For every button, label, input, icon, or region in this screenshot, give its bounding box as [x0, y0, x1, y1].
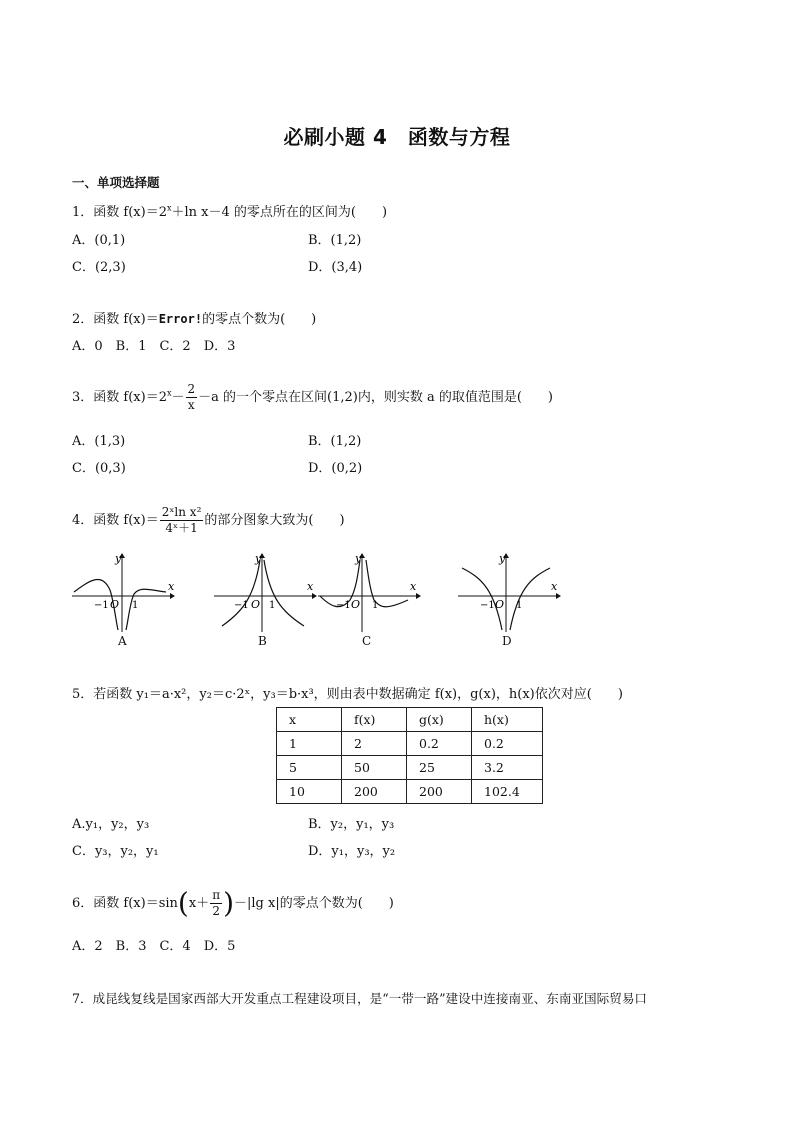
graph-a-origin: O [110, 598, 120, 611]
graph-c-label: C [362, 634, 372, 648]
q3-option-a: A．(1,3) [72, 434, 126, 449]
q6-stem-suffix: －|lg x|的零点个数为( ) [234, 896, 394, 911]
q4-fraction [160, 505, 204, 536]
table-cell: 10 [277, 780, 342, 804]
q5-option-b: B．y₂，y₁，y₃ [308, 817, 395, 832]
q6-frac-den: 2 [212, 904, 220, 918]
table-cell: 200 [342, 780, 407, 804]
q1-option-b: B．(1,2) [308, 233, 362, 248]
table-cell: 200 [407, 780, 472, 804]
table-header-cell: h(x) [472, 708, 543, 732]
table-header-cell: g(x) [407, 708, 472, 732]
q6-fraction [210, 888, 222, 919]
q6-frac-num: π [212, 888, 221, 902]
q5-data-table [276, 707, 543, 804]
q3-frac-den: x [187, 398, 195, 412]
graph-d-label: D [502, 634, 512, 648]
graph-d-tick-neg: −1 [480, 600, 495, 611]
q3-stem-prefix: 3．函数 f(x)＝2 [72, 390, 167, 405]
table-cell: 3.2 [472, 756, 543, 780]
graph-c-y-label: y [355, 552, 362, 565]
graph-a-tick-pos: 1 [132, 600, 139, 611]
table-cell: 0.2 [407, 732, 472, 756]
graph-a-x-label: x [168, 580, 175, 593]
q1-option-d: D．(3,4) [308, 260, 363, 275]
graph-b-label: B [258, 634, 267, 648]
graph-c-tick-neg: −1 [336, 600, 351, 611]
question-1-stem [72, 201, 387, 220]
graph-b-tick-pos: 1 [269, 600, 276, 611]
q3-frac-num: 2 [187, 382, 196, 396]
graph-c-tick-pos: 1 [372, 600, 379, 611]
table-cell: 5 [277, 756, 342, 780]
page-title: 必刷小题 4 函数与方程 [283, 125, 511, 149]
q2-stem-prefix: 2．函数 f(x)＝ [72, 312, 159, 327]
table-row [277, 780, 543, 804]
q3-fraction [186, 382, 198, 413]
table-header-cell: f(x) [342, 708, 407, 732]
graph-b-origin: O [251, 598, 261, 611]
question-4-stem [72, 505, 345, 536]
graph-b [212, 550, 322, 635]
q3-option-c: C．(0,3) [72, 461, 126, 476]
table-cell: 25 [407, 756, 472, 780]
graph-b-y-label: y [255, 552, 262, 565]
graph-c [316, 550, 426, 635]
graph-d-y-label: y [499, 552, 506, 565]
q4-frac-den: 4ˣ＋1 [165, 521, 198, 535]
graph-c-origin: O [351, 598, 361, 611]
question-6-stem [72, 888, 394, 919]
q5-option-c: C．y₃，y₂，y₁ [72, 844, 159, 859]
graph-b-tick-neg: −1 [234, 600, 249, 611]
q6-stem-prefix: 6．函数 f(x)＝sin [72, 896, 178, 911]
question-3-stem [72, 382, 553, 413]
graph-d-tick-pos: 1 [516, 600, 523, 611]
q6-right-paren: ) [223, 886, 235, 920]
graph-a-label: A [118, 634, 127, 648]
q3-exponent: x [166, 388, 172, 398]
table-header-row [277, 708, 543, 732]
table-cell: 102.4 [472, 780, 543, 804]
q1-exponent: x [166, 203, 172, 213]
graph-d-origin: O [495, 598, 505, 611]
q6-left-paren: ( [177, 886, 189, 920]
graph-d [456, 550, 566, 635]
q1-option-c: C．(2,3) [72, 260, 126, 275]
q1-option-a: A．(0,1) [72, 233, 126, 248]
table-row [277, 732, 543, 756]
q3-stem-suffix: －a 的一个零点在区间(1,2)内，则实数 a 的取值范围是( ) [198, 390, 554, 405]
question-2-stem [72, 308, 316, 327]
graph-d-x-label: x [551, 580, 558, 593]
q1-stem-suffix: ＋ln x－4 的零点所在的区间为( ) [171, 205, 388, 220]
q5-option-a: A.y₁，y₂，y₃ [72, 817, 150, 832]
question-7-stem: 7．成昆线复线是国家西部大开发重点工程建设项目，是“一带一路”建设中连接南亚、东南亚国际贸易口 [72, 991, 648, 1006]
q1-stem-prefix: 1．函数 f(x)＝2 [72, 205, 167, 220]
q6-inner-prefix: x＋ [188, 896, 210, 911]
q2-options: A．0 B．1 C．2 D．3 [72, 339, 236, 354]
table-cell: 50 [342, 756, 407, 780]
q4-stem-suffix: 的部分图象大致为( ) [204, 513, 345, 528]
graph-a [70, 550, 180, 635]
section-heading: 一、单项选择题 [72, 175, 160, 190]
question-5-stem: 5．若函数 y₁＝a·x²，y₂＝c·2ˣ，y₃＝b·x³，则由表中数据确定 f(x)，g(x)，h(x)依次对应( ) [72, 687, 623, 702]
table-cell: 0.2 [472, 732, 543, 756]
q2-stem-suffix: 的零点个数为( ) [202, 312, 317, 327]
q3-option-d: D．(0,2) [308, 461, 363, 476]
q5-option-d: D．y₁，y₃，y₂ [308, 844, 396, 859]
q4-frac-num: 2ˣln x² [161, 505, 202, 519]
q3-option-b: B．(1,2) [308, 434, 362, 449]
table-row [277, 756, 543, 780]
graph-a-tick-neg: −1 [94, 600, 109, 611]
table-cell: 1 [277, 732, 342, 756]
q3-minus: － [171, 390, 185, 405]
q6-options: A．2 B．3 C．4 D．5 [72, 939, 236, 954]
graph-a-y-label: y [115, 552, 122, 565]
table-header-cell: x [277, 708, 342, 732]
table-cell: 2 [342, 732, 407, 756]
graph-c-x-label: x [410, 580, 417, 593]
q4-stem-prefix: 4．函数 f(x)＝ [72, 513, 159, 528]
q2-error-text: Error! [158, 312, 203, 326]
graph-b-x-label: x [307, 580, 314, 593]
